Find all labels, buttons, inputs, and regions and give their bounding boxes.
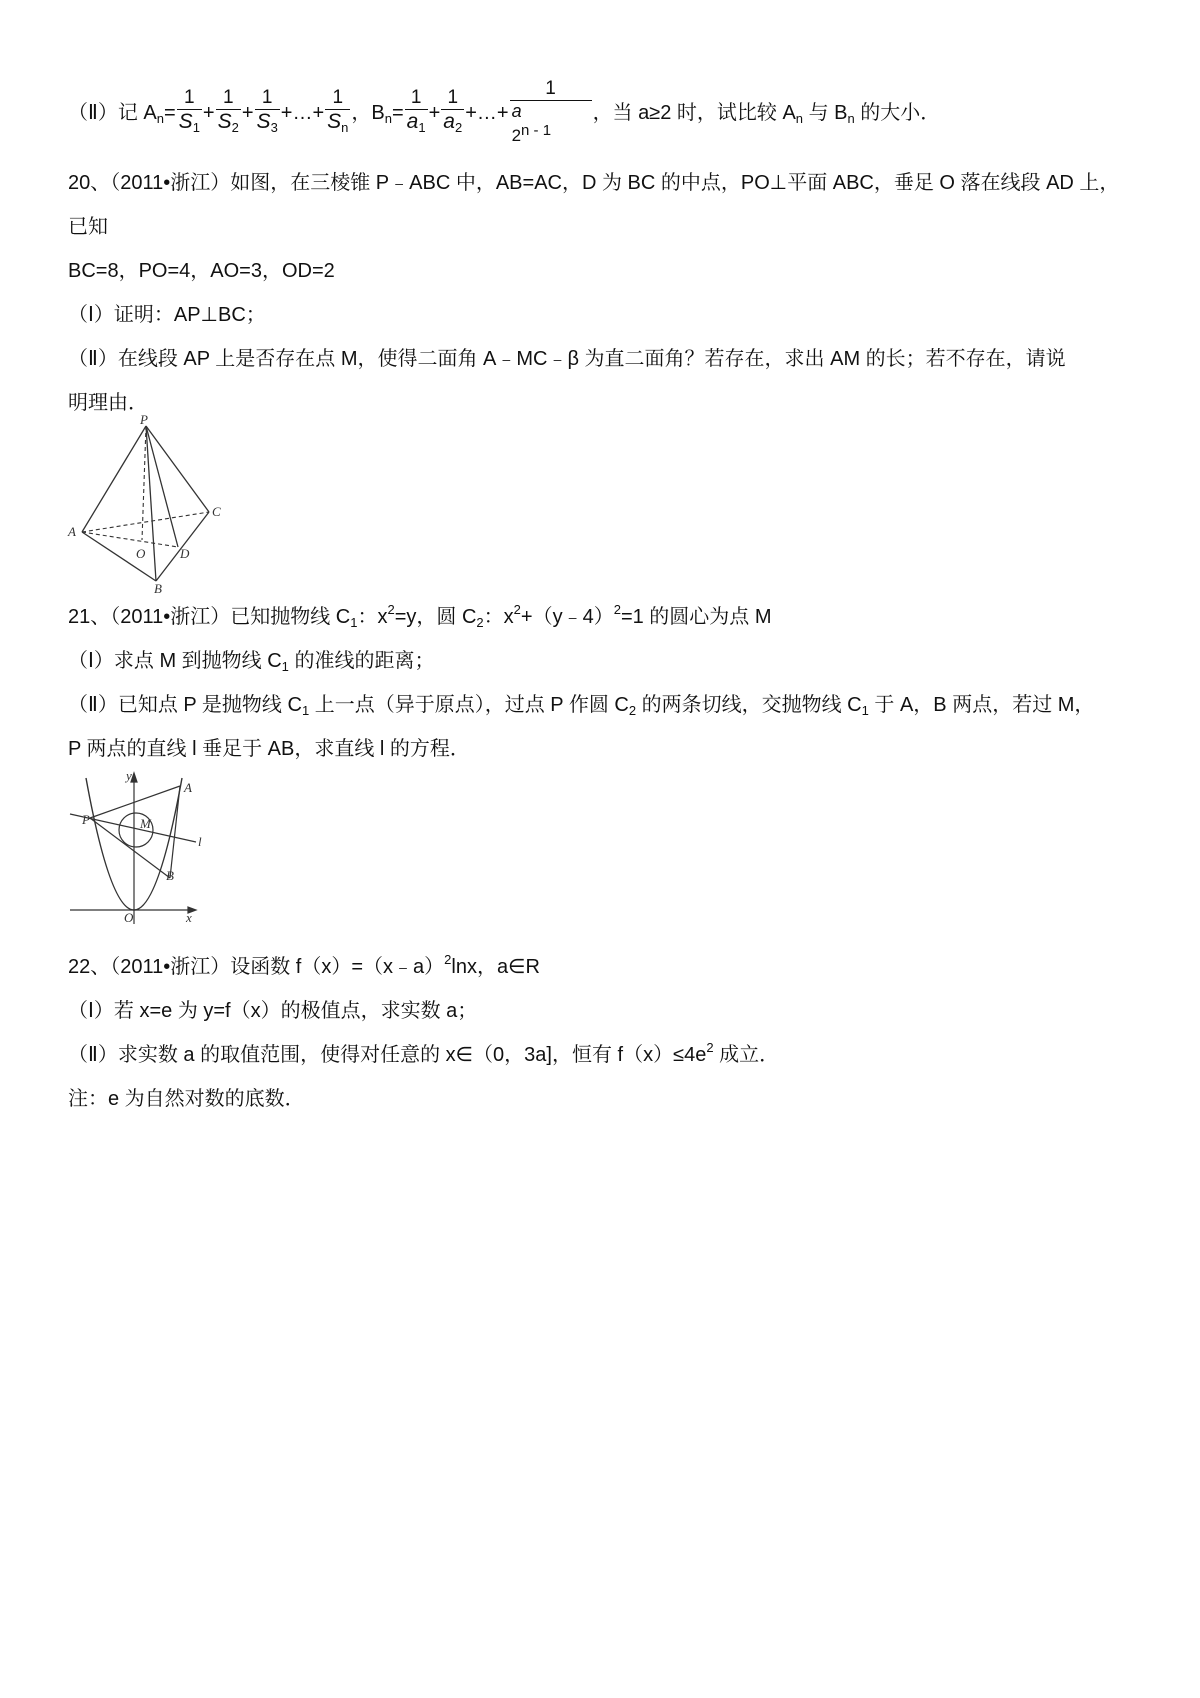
numerator: 1	[545, 78, 556, 99]
label-P: P	[82, 812, 90, 827]
denominator-symbol: S	[327, 110, 342, 134]
equals-sign: =	[163, 102, 176, 124]
tetrahedron-figure	[66, 414, 236, 594]
text-segment: （Ⅰ）求点 M 到抛物线 C	[68, 650, 282, 672]
problem21-part2-line1	[68, 688, 1094, 718]
label-M: M	[140, 816, 151, 831]
label-D: D	[180, 546, 190, 561]
edge-PB	[146, 426, 156, 581]
problem20-statement-line1: 20、（2011•浙江）如图，在三棱锥 P﹣ABC 中，AB=AC，D 为 BC 的中点，PO⊥平面 ABC，垂足 O 落在线段 AD 上，	[68, 172, 1120, 194]
label-B: B	[166, 868, 174, 883]
edge-PC	[146, 426, 209, 512]
label-x: x	[186, 910, 192, 925]
fraction-1-over-S3	[255, 87, 280, 140]
problem22-part1: （Ⅰ）若 x=e 为 y=f（x）的极值点，求实数 a；	[68, 1000, 478, 1022]
part-label: （Ⅱ）记	[68, 102, 144, 124]
numerator: 1	[222, 87, 234, 109]
power-exponent: n - 1	[521, 122, 552, 139]
numerator: 1	[184, 87, 195, 109]
fraction-1-over-Sn	[325, 87, 350, 140]
numerator: 1	[261, 87, 273, 109]
subscript: 2	[476, 615, 484, 630]
problem20-part2-line2: 明理由．	[68, 392, 148, 414]
ellipsis-plus: +…+	[280, 102, 325, 124]
problem20-given-values: BC=8，PO=4，AO=3，OD=2	[68, 260, 335, 282]
denominator	[216, 110, 241, 140]
segment-PO-hidden	[142, 426, 146, 540]
ellipsis-plus: +…+	[465, 102, 509, 124]
denominator	[325, 110, 350, 140]
problem20-part2-line1: （Ⅱ）在线段 AP 上是否存在点 M，使得二面角 A﹣MC﹣β 为直二面角？若存在，求出 AM 的长；若不存在，请说	[68, 348, 1066, 370]
text-segment: （Ⅱ）求实数 a 的取值范围，使得对任意的 x∈（0，3a]，恒有 f（x）≤4e	[68, 1044, 707, 1066]
subscript: n	[156, 111, 164, 126]
plus-sign: +	[241, 102, 254, 124]
text-segment: =y，圆 C	[394, 606, 477, 628]
text-segment: lnx，a∈R	[451, 956, 540, 978]
edge-PA	[82, 426, 146, 532]
denominator	[405, 110, 428, 140]
label-A: A	[68, 524, 76, 539]
problem22-part2	[68, 1038, 779, 1067]
subscript: 2	[454, 120, 463, 136]
text-segment: （Ⅱ）已知点 P 是抛物线 C	[68, 694, 302, 716]
text-segment: 22、（2011•浙江）设函数 f（x）=（x﹣a）	[68, 956, 445, 978]
subscript: 1	[281, 659, 289, 674]
problem19-part2	[68, 78, 940, 146]
text-segment: 的准线的距离；	[288, 650, 435, 672]
subscript: n	[384, 111, 392, 126]
power-base: 2	[511, 126, 522, 145]
text-segment: =1 的圆心为点 M	[620, 606, 772, 628]
problem21-part1	[68, 644, 434, 674]
superscript: 2	[706, 1040, 714, 1055]
comparison-text: 与 B	[803, 102, 848, 124]
fraction-1-over-a-2-pow-n-minus-1	[510, 78, 592, 146]
plus-sign: +	[202, 102, 215, 124]
problem22-note: 注：e 为自然对数的底数．	[68, 1088, 305, 1110]
denominator-symbol: a	[511, 101, 522, 121]
denominator	[177, 110, 202, 140]
subscript: 1	[350, 615, 358, 630]
numerator: 1	[410, 87, 422, 109]
subscript: n	[795, 111, 804, 126]
fraction-1-over-S1	[177, 87, 202, 140]
text-segment: ：x	[357, 606, 388, 628]
symbol-A: A	[143, 102, 157, 124]
denominator-symbol: a	[443, 110, 455, 134]
subscript: 2	[628, 703, 637, 718]
text-segment: 的两条切线，交抛物线 C	[636, 694, 862, 716]
comma: ，	[351, 102, 372, 124]
denominator-symbol: a	[406, 110, 419, 134]
fraction-1-over-S2	[216, 87, 241, 140]
superscript: 2	[444, 952, 452, 967]
plus-sign: +	[428, 102, 441, 124]
subscript: 1	[861, 703, 869, 718]
parabola-figure	[66, 766, 206, 926]
subscript: 3	[270, 120, 278, 136]
text-segment: 上一点（异于原点），过点 P 作圆 C	[309, 694, 629, 716]
subscript: 1	[192, 120, 200, 136]
label-P: P	[140, 414, 148, 427]
denominator-symbol: S	[178, 110, 193, 134]
equals-sign: =	[391, 102, 404, 124]
comparison-text: ，当 a≥2 时，试比较 A	[592, 102, 796, 124]
denominator-symbol: S	[217, 110, 232, 134]
problem20-statement-line2: 已知	[68, 216, 108, 238]
problem21-part2-line2: P 两点的直线 l 垂足于 AB，求直线 l 的方程．	[68, 738, 470, 760]
denominator-symbol: S	[256, 110, 271, 134]
fraction-1-over-a2	[441, 87, 464, 140]
superscript: 2	[387, 602, 395, 617]
superscript: 2	[613, 602, 621, 617]
label-O: O	[124, 910, 134, 925]
label-A: A	[184, 780, 192, 795]
denominator	[441, 110, 464, 140]
subscript: n	[341, 120, 349, 136]
subscript: 1	[301, 703, 310, 718]
problem22-statement	[68, 950, 540, 979]
label-B: B	[154, 581, 162, 594]
text-segment: 于 A，B 两点，若过 M，	[868, 694, 1095, 716]
fraction-1-over-a1	[405, 87, 428, 140]
problem21-statement	[68, 600, 772, 630]
text-segment: 21、（2011•浙江）已知抛物线 C	[68, 606, 351, 628]
edge-AC-hidden	[82, 512, 209, 532]
text-segment: +（y﹣4）	[520, 606, 614, 628]
label-l: l	[198, 834, 202, 849]
denominator	[510, 101, 592, 146]
segment-PD	[146, 426, 178, 547]
problem20-part1: （Ⅰ）证明：AP⊥BC；	[68, 304, 266, 326]
segment-AD-hidden	[82, 532, 178, 547]
text-segment: 成立．	[713, 1044, 780, 1066]
label-O: O	[136, 546, 146, 561]
symbol-B: B	[371, 102, 385, 124]
superscript: 2	[513, 602, 521, 617]
subscript: 1	[418, 120, 426, 136]
y-axis-arrow	[131, 773, 137, 782]
subscript: 2	[231, 120, 239, 136]
text-segment: ：x	[483, 606, 514, 628]
subscript: n	[847, 111, 855, 126]
label-y: y	[126, 768, 132, 783]
comparison-text: 的大小．	[854, 102, 941, 124]
numerator: 1	[332, 87, 344, 109]
denominator	[255, 110, 280, 140]
numerator: 1	[447, 87, 459, 109]
label-C: C	[212, 504, 221, 519]
